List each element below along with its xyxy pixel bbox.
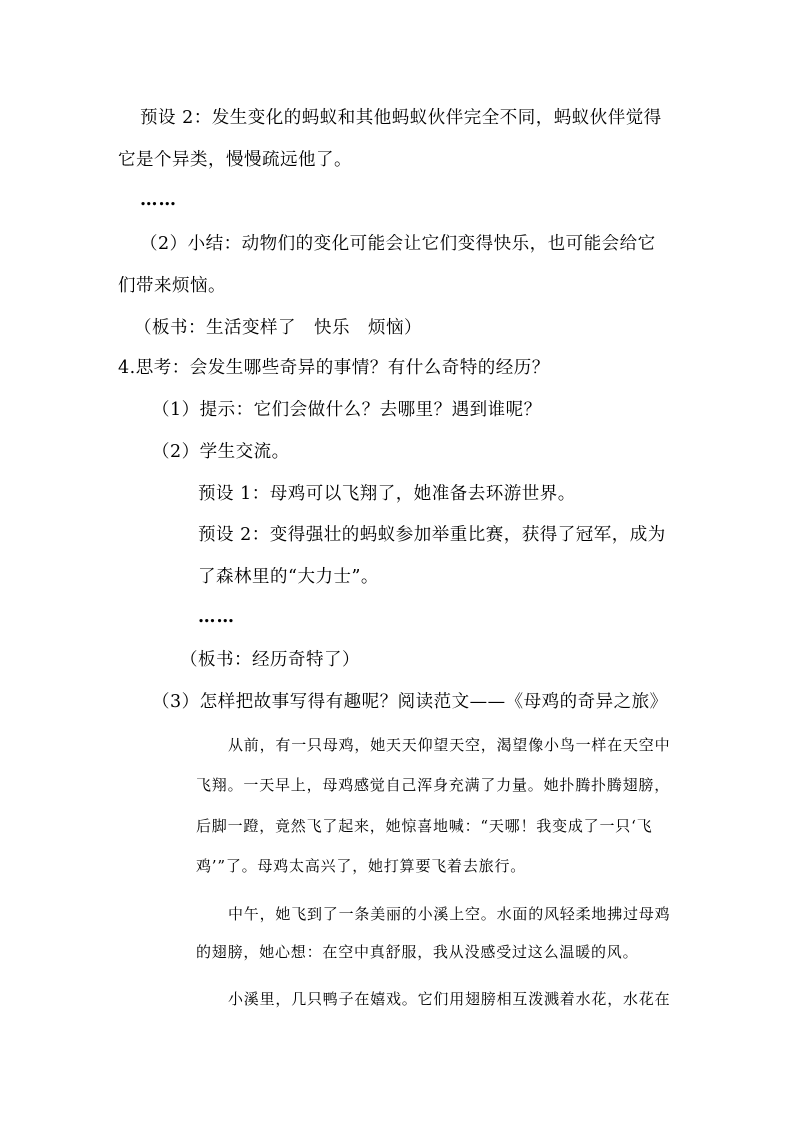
essay-p1-line-3: 后脚一蹬，竟然飞了起来，她惊喜地喊：“天哪！我变成了一只‘飞 — [196, 817, 653, 835]
ellipsis-2: …… — [198, 607, 235, 627]
essay-p3-line-1: 小溪里，几只鸭子在嬉戏。它们用翅膀相互泼溅着水花，水花在 — [228, 990, 671, 1008]
board-note-2: （板书：经历奇特了） — [180, 650, 360, 670]
ellipsis: …… — [140, 190, 177, 210]
summary-line-2: 们带来烦恼。 — [118, 276, 226, 296]
section-4-heading: 4.思考：会发生哪些奇异的事情？有什么奇特的经历？ — [118, 358, 550, 378]
reading-prompt: （3）怎样把故事写得有趣呢？阅读范文——《母鸡的奇异之旅》 — [152, 692, 668, 712]
essay-p2-line-1: 中午，她飞到了一条美丽的小溪上空。水面的风轻柔地拂过母鸡 — [228, 905, 671, 923]
preset-2-line-2: 它是个异类，慢慢疏远他了。 — [118, 150, 352, 170]
preset-2-line-1: 预设 2：发生变化的蚂蚁和其他蚂蚁伙伴完全不同，蚂蚁伙伴觉得 — [140, 108, 662, 128]
student-exchange-item: （2）学生交流。 — [152, 442, 290, 462]
essay-p1-line-2: 飞翔。一天早上，母鸡感觉自己浑身充满了力量。她扑腾扑腾翅膀， — [196, 776, 671, 794]
essay-p1-line-1: 从前，有一只母鸡，她天天仰望天空，渴望像小鸟一样在天空中 — [228, 736, 671, 754]
summary-line-1: （2）小结：动物们的变化可能会让它们变得快乐，也可能会给它 — [140, 234, 656, 254]
essay-p1-line-4: 鸡’”了。母鸡太高兴了，她打算要飞着去旅行。 — [196, 857, 527, 875]
preset-1: 预设 1：母鸡可以飞翔了，她准备去环游世界。 — [198, 484, 576, 504]
board-note-1: （板书：生活变样了 快乐 烦恼） — [134, 318, 422, 338]
preset-2b-line-2: 了森林里的“大力士”。 — [198, 567, 379, 587]
hint-item: （1）提示：它们会做什么？去哪里？遇到谁呢？ — [152, 400, 542, 420]
essay-p2-line-2: 的翅膀，她心想：在空中真舒服，我从没感受过这么温暖的风。 — [196, 943, 639, 961]
preset-2b-line-1: 预设 2：变得强壮的蚂蚁参加举重比赛，获得了冠军，成为 — [198, 525, 666, 545]
